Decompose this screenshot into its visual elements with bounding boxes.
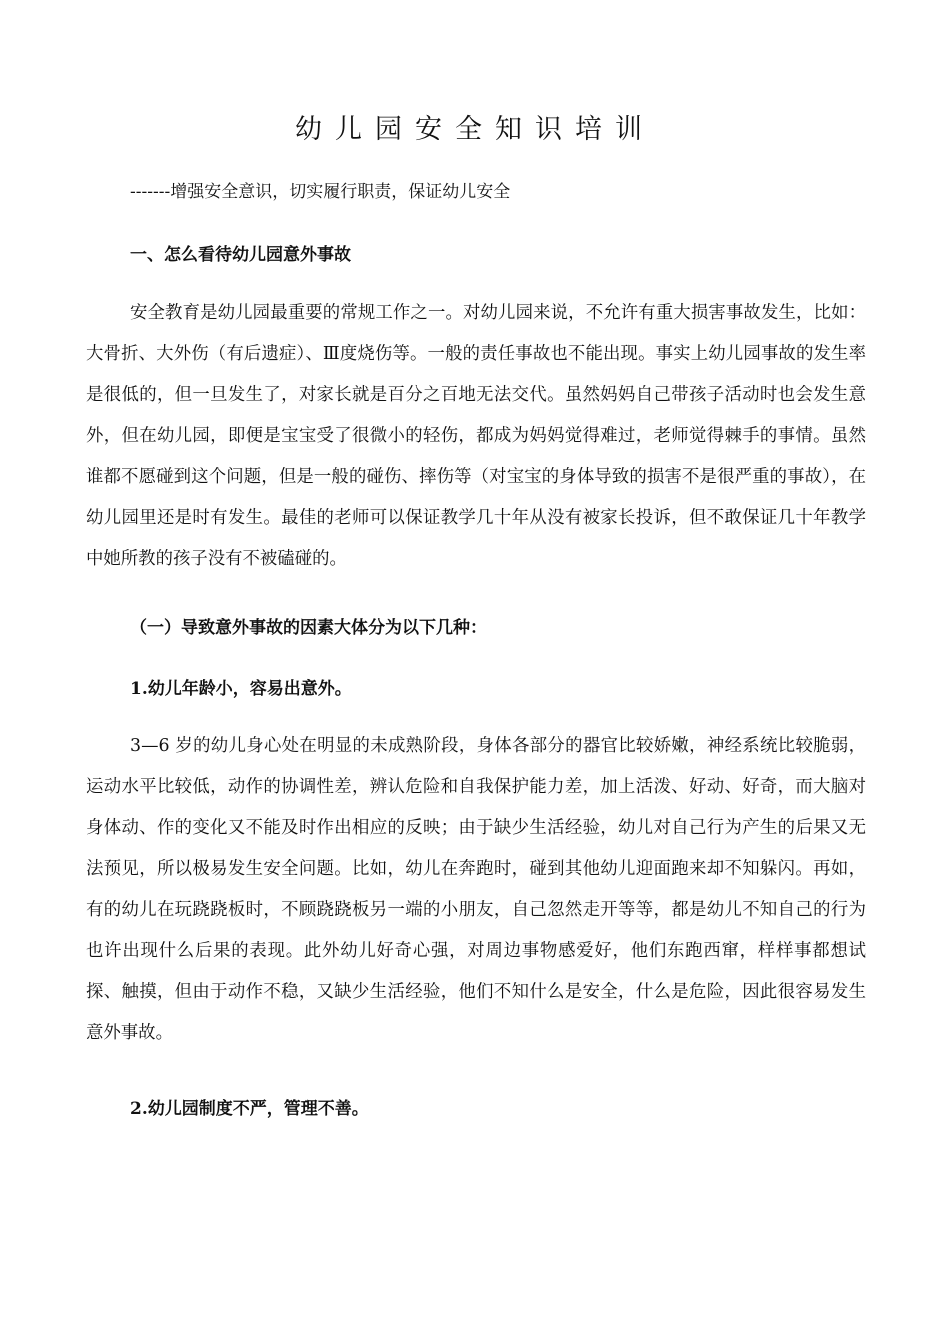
- point-2-heading: 2.幼儿园制度不严，管理不善。: [130, 1099, 369, 1119]
- section-1-paragraph: 安全教育是幼儿园最重要的常规工作之一。对幼儿园来说，不允许有重大损害事故发生，比如：大骨折、大外伤（有后遗症）、Ⅲ度烧伤等。一般的责任事故也不能出现。事实上幼儿园事故的发生率是很低的，但一旦发生了，对家长就是百分之百地无法交代。虽然妈妈自己带孩子活动时也会发生意外，但在幼儿园，即便是宝宝受了很微小的轻伤，都成为妈妈觉得难过，老师觉得棘手的事情。虽然谁都不愿碰到这个问题，但是一般的碰伤、摔伤等（对宝宝的身体导致的损害不是很严重的事故），在幼儿园里还是时有发生。最佳的老师可以保证教学几十年从没有被家长投诉，但不敢保证几十年教学中她所教的孩子没有不被磕碰的。: [86, 303, 866, 569]
- section-1-heading: 一、怎么看待幼儿园意外事故: [130, 245, 351, 265]
- document-subtitle: -------增强安全意识，切实履行职责，保证幼儿安全: [130, 182, 511, 202]
- document-title: 幼儿园安全知识培训: [295, 114, 655, 146]
- point-1-paragraph: 3—6 岁的幼儿身心处在明显的未成熟阶段，身体各部分的器官比较娇嫩，神经系统比较脆弱，运动水平比较低，动作的协调性差，辨认危险和自我保护能力差，加上活泼、好动、好奇，而大脑对身体动、作的变化又不能及时作出相应的反映；由于缺少生活经验，幼儿对自己行为产生的后果又无法预见，所以极易发生安全问题。比如，幼儿在奔跑时，碰到其他幼儿迎面跑来却不知躲闪。再如，有的幼儿在玩跷跷板时，不顾跷跷板另一端的小朋友，自己忽然走开等等，都是幼儿不知自己的行为也许出现什么后果的表现。此外幼儿好奇心强，对周边事物感爱好，他们东跑西窜，样样事都想试探、触摸，但由于动作不稳，又缺少生活经验，他们不知什么是安全，什么是危险，因此很容易发生意外事故。: [86, 736, 866, 1043]
- subsection-1-heading: （一）导致意外事故的因素大体分为以下几种：: [130, 618, 487, 638]
- point-1-heading: 1.幼儿年龄小，容易出意外。: [130, 679, 352, 699]
